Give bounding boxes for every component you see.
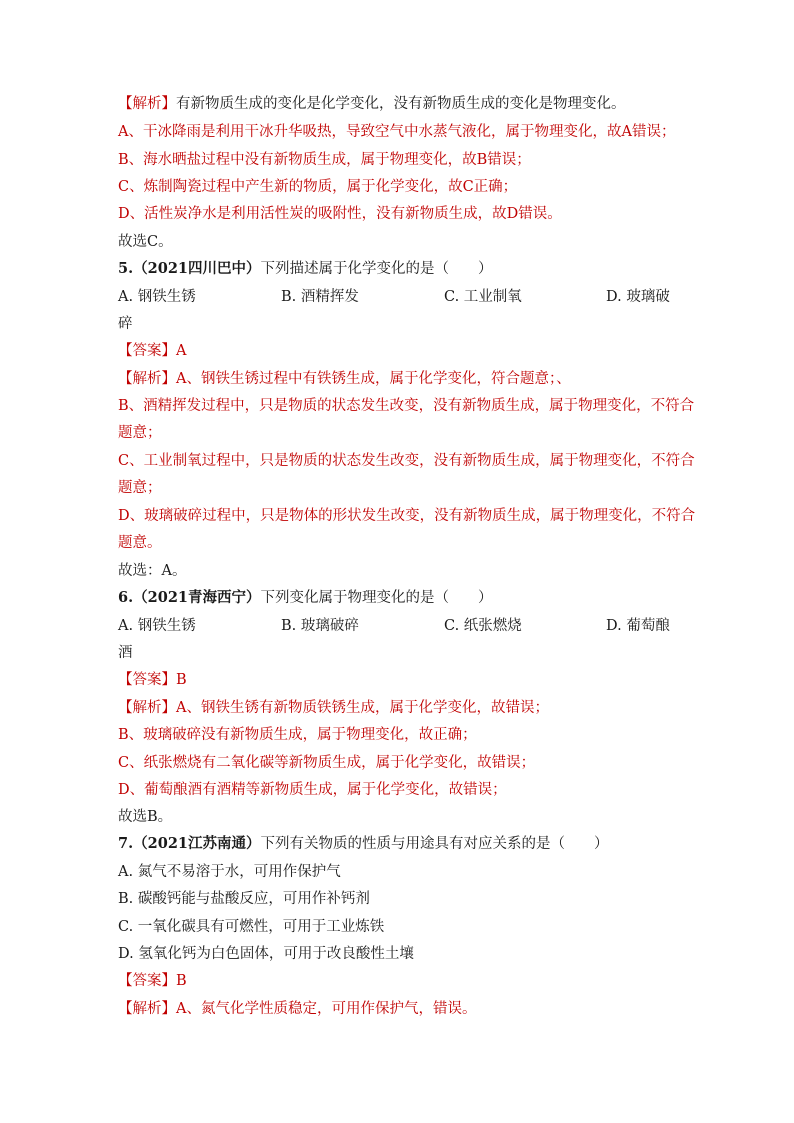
q5-option-c-analysis: C、工业制氧过程中，只是物质的状态发生改变，没有新物质生成，属于物理变化，不符合 [118, 453, 695, 469]
q6-analysis-text: A、钢铁生锈有新物质铁锈生成，属于化学变化，故错误； [176, 700, 549, 716]
q5-analysis-text: A、钢铁生锈过程中有铁锈生成，属于化学变化，符合题意；、 [176, 371, 571, 387]
q5-stem-text: 下列描述属于化学变化的是（ ） [260, 261, 493, 277]
q6-conclusion: 故选B。 [118, 809, 173, 825]
q7-stem [118, 834, 609, 854]
q6-options [118, 616, 678, 636]
q4-conclusion: 故选C。 [118, 234, 173, 250]
q5-options [118, 287, 678, 307]
analysis-tag: 【解析】 [118, 96, 176, 112]
q7-option-a: A. 氮气不易溶于水，可用作保护气 [118, 864, 341, 880]
q6-option-d-wrap: 酒 [118, 645, 133, 661]
q6-option-d-analysis: D、葡萄酿酒有酒精等新物质生成，属于化学变化，故错误； [118, 782, 507, 798]
q5-conclusion: 故选：A。 [118, 563, 187, 579]
q6-stem-text: 下列变化属于物理变化的是（ ） [260, 590, 493, 606]
q7-stem-text: 下列有关物质的性质与用途具有对应关系的是（ ） [260, 836, 609, 852]
q5-stem [118, 259, 493, 279]
q4-analysis [118, 94, 626, 114]
analysis-tag: 【解析】 [118, 1001, 176, 1017]
q6-option-b: B. 玻璃破碎 [281, 618, 359, 634]
q6-option-a: A. 钢铁生锈 [118, 618, 196, 634]
q5-option-d-analysis-wrap: 题意。 [118, 535, 162, 551]
q6-option-b-analysis: B、玻璃破碎没有新物质生成，属于物理变化，故正确； [118, 727, 477, 743]
q5-answer-value: A [176, 343, 187, 359]
q5-option-b-analysis: B、酒精挥发过程中，只是物质的状态发生改变，没有新物质生成，属于物理变化，不符合 [118, 398, 695, 414]
q7-analysis-text: A、氮气化学性质稳定，可用作保护气，错误。 [176, 1001, 477, 1017]
q6-analysis [118, 698, 549, 718]
q7-number: 7.（2021江苏南通） [118, 835, 261, 852]
q5-option-c: C. 工业制氧 [444, 289, 522, 305]
q7-option-b: B. 碳酸钙能与盐酸反应，可用作补钙剂 [118, 891, 370, 907]
q5-answer [118, 341, 186, 361]
q5-option-a: A. 钢铁生锈 [118, 289, 196, 305]
q4-option-b-analysis: B、海水晒盐过程中没有新物质生成，属于物理变化，故B错误； [118, 152, 531, 168]
q5-option-d: D. 玻璃破 [606, 289, 670, 305]
q7-option-c: C. 一氧化碳具有可燃性，可用于工业炼铁 [118, 919, 385, 935]
q6-stem [118, 588, 493, 608]
q5-option-b-analysis-wrap: 题意； [118, 425, 162, 441]
q5-number: 5.（2021四川巴中） [118, 260, 261, 277]
answer-tag: 【答案】 [118, 343, 176, 359]
q7-option-d: D. 氢氧化钙为白色固体，可用于改良酸性土壤 [118, 946, 414, 962]
answer-tag: 【答案】 [118, 973, 176, 989]
q4-option-c-analysis: C、炼制陶瓷过程中产生新的物质，属于化学变化，故C正确； [118, 179, 518, 195]
q6-number: 6.（2021青海西宁） [118, 589, 261, 606]
q7-analysis [118, 999, 476, 1019]
q6-answer-value: B [176, 672, 187, 688]
answer-tag: 【答案】 [118, 672, 176, 688]
q6-option-c-analysis: C、纸张燃烧有二氧化碳等新物质生成，属于化学变化，故错误； [118, 755, 536, 771]
q5-option-d-analysis: D、玻璃破碎过程中，只是物体的形状发生改变，没有新物质生成，属于物理变化，不符合 [118, 508, 696, 524]
q4-option-a-analysis: A、干冰降雨是利用干冰升华吸热，导致空气中水蒸气液化，属于物理变化，故A错误； [118, 124, 676, 140]
q7-answer-value: B [176, 973, 187, 989]
q6-answer [118, 670, 187, 690]
q4-option-d-analysis: D、活性炭净水是利用活性炭的吸附性，没有新物质生成，故D错误。 [118, 206, 562, 222]
analysis-tag: 【解析】 [118, 700, 176, 716]
q6-option-c: C. 纸张燃烧 [444, 618, 522, 634]
q4-analysis-text: 有新物质生成的变化是化学变化，没有新物质生成的变化是物理变化。 [176, 96, 626, 112]
q5-option-c-analysis-wrap: 题意； [118, 480, 162, 496]
q7-answer [118, 971, 187, 991]
q5-option-d-wrap: 碎 [118, 316, 133, 332]
q6-option-d: D. 葡萄酿 [606, 618, 670, 634]
q5-option-b: B. 酒精挥发 [281, 289, 359, 305]
q5-analysis [118, 369, 571, 389]
analysis-tag: 【解析】 [118, 371, 176, 387]
